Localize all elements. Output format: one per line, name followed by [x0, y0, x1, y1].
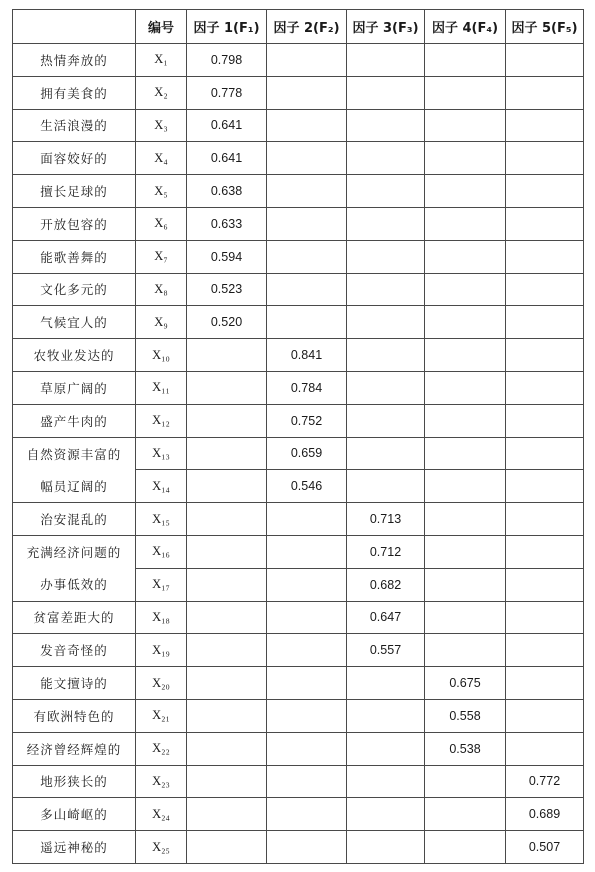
- loading-f2: [267, 732, 347, 765]
- table-row: [13, 470, 584, 503]
- loading-f1: [187, 470, 267, 503]
- loading-f3: [347, 404, 425, 437]
- loading-f5: [506, 371, 584, 404]
- loading-f1: [187, 437, 267, 470]
- table-row: [13, 568, 584, 601]
- loading-f1: 0.523: [187, 273, 267, 306]
- header-factor-1: 因子 1(F₁): [187, 10, 267, 44]
- attribute-label: 农牧业发达的: [13, 339, 136, 372]
- loading-f1: 0.638: [187, 175, 267, 208]
- attribute-label: 开放包容的: [13, 207, 136, 240]
- table-row: [13, 207, 584, 240]
- table-row: [13, 404, 584, 437]
- variable-code: X₂₃: [136, 765, 187, 798]
- variable-code: X₁₀: [136, 339, 187, 372]
- loading-f4: 0.675: [425, 667, 506, 700]
- table-row: [13, 175, 584, 208]
- variable-code: X₁₂: [136, 404, 187, 437]
- loading-f4: [425, 306, 506, 339]
- attribute-label: 气候宜人的: [13, 306, 136, 339]
- loading-f4: [425, 535, 506, 568]
- header-code: 编号: [136, 10, 187, 44]
- attribute-label: 有欧洲特色的: [13, 699, 136, 732]
- loading-f1: [187, 601, 267, 634]
- loading-f1: [187, 831, 267, 864]
- loading-f2: [267, 306, 347, 339]
- loading-f5: 0.772: [506, 765, 584, 798]
- loading-f1: 0.778: [187, 76, 267, 109]
- variable-code: X₁₁: [136, 371, 187, 404]
- loading-f5: [506, 470, 584, 503]
- loading-f5: [506, 667, 584, 700]
- attribute-label: 能文擅诗的: [13, 667, 136, 700]
- loading-f4: [425, 798, 506, 831]
- loading-f2: [267, 667, 347, 700]
- loading-f1: [187, 503, 267, 536]
- variable-code: X₂: [136, 76, 187, 109]
- loading-f1: 0.520: [187, 306, 267, 339]
- factor-loading-table: [12, 9, 584, 864]
- loading-f3: 0.557: [347, 634, 425, 667]
- table-row: [13, 339, 584, 372]
- attribute-label: 擅长足球的: [13, 175, 136, 208]
- loading-f5: [506, 437, 584, 470]
- table-row: [13, 732, 584, 765]
- variable-code: X₆: [136, 207, 187, 240]
- loading-f2: [267, 503, 347, 536]
- loading-f5: [506, 273, 584, 306]
- table-row: [13, 634, 584, 667]
- loading-f5: [506, 503, 584, 536]
- loading-f3: [347, 44, 425, 77]
- attribute-label: 生活浪漫的: [13, 109, 136, 142]
- attribute-label: 热情奔放的: [13, 44, 136, 77]
- loading-f4: [425, 765, 506, 798]
- loading-f4: 0.538: [425, 732, 506, 765]
- loading-f4: [425, 503, 506, 536]
- table-row: [13, 240, 584, 273]
- variable-code: X₃: [136, 109, 187, 142]
- loading-f2: 0.659: [267, 437, 347, 470]
- loading-f3: [347, 207, 425, 240]
- loading-f1: [187, 732, 267, 765]
- loading-f5: [506, 699, 584, 732]
- variable-code: X₁₈: [136, 601, 187, 634]
- variable-code: X₂₅: [136, 831, 187, 864]
- loading-f1: 0.594: [187, 240, 267, 273]
- variable-code: X₂₂: [136, 732, 187, 765]
- loading-f3: [347, 699, 425, 732]
- attribute-label: 地形狭长的: [13, 765, 136, 798]
- attribute-label: 治安混乱的: [13, 503, 136, 536]
- loading-f3: [347, 109, 425, 142]
- loading-f3: [347, 175, 425, 208]
- loading-f4: [425, 76, 506, 109]
- loading-f3: 0.647: [347, 601, 425, 634]
- attribute-label: 经济曾经辉煌的: [13, 732, 136, 765]
- attribute-label: 拥有美食的: [13, 76, 136, 109]
- loading-f1: [187, 568, 267, 601]
- loading-f2: [267, 798, 347, 831]
- loading-f1: [187, 765, 267, 798]
- variable-code: X₁₉: [136, 634, 187, 667]
- loading-f4: [425, 109, 506, 142]
- table-row: [13, 76, 584, 109]
- loading-f4: [425, 44, 506, 77]
- table-row: [13, 109, 584, 142]
- table-row: [13, 273, 584, 306]
- table-row: [13, 667, 584, 700]
- attribute-label: 遥远神秘的: [13, 831, 136, 864]
- loading-f5: [506, 76, 584, 109]
- attribute-label: 能歌善舞的: [13, 240, 136, 273]
- loading-f5: [506, 175, 584, 208]
- variable-code: X₇: [136, 240, 187, 273]
- attribute-label: 贫富差距大的: [13, 601, 136, 634]
- loading-f1: [187, 634, 267, 667]
- attribute-label: 幅员辽阔的: [13, 470, 136, 503]
- loading-f2: [267, 568, 347, 601]
- loading-f3: [347, 798, 425, 831]
- loading-f2: [267, 273, 347, 306]
- loading-f1: [187, 339, 267, 372]
- loading-f3: 0.713: [347, 503, 425, 536]
- loading-f4: [425, 634, 506, 667]
- loading-f3: [347, 306, 425, 339]
- loading-f5: [506, 240, 584, 273]
- loading-f2: [267, 76, 347, 109]
- variable-code: X₂₀: [136, 667, 187, 700]
- loading-f4: [425, 207, 506, 240]
- variable-code: X₁: [136, 44, 187, 77]
- header-factor-5: 因子 5(F₅): [506, 10, 584, 44]
- loading-f5: [506, 535, 584, 568]
- loading-f3: 0.682: [347, 568, 425, 601]
- loading-f1: 0.633: [187, 207, 267, 240]
- loading-f2: [267, 44, 347, 77]
- variable-code: X₁₃: [136, 437, 187, 470]
- table-row: [13, 535, 584, 568]
- header-factor-3: 因子 3(F₃): [347, 10, 425, 44]
- attribute-label: 面容姣好的: [13, 142, 136, 175]
- loading-f1: [187, 667, 267, 700]
- loading-f4: [425, 371, 506, 404]
- loading-f2: 0.841: [267, 339, 347, 372]
- attribute-label: 充满经济问题的: [13, 535, 136, 568]
- table-row: [13, 601, 584, 634]
- loading-f2: [267, 142, 347, 175]
- attribute-label: 自然资源丰富的: [13, 437, 136, 470]
- loading-f1: 0.798: [187, 44, 267, 77]
- loading-f3: [347, 142, 425, 175]
- loading-f5: [506, 44, 584, 77]
- loading-f3: [347, 76, 425, 109]
- table-row: [13, 503, 584, 536]
- loading-f4: [425, 568, 506, 601]
- variable-code: X₂₄: [136, 798, 187, 831]
- table-row: [13, 44, 584, 77]
- variable-code: X₁₇: [136, 568, 187, 601]
- table-row: [13, 798, 584, 831]
- table-row: [13, 831, 584, 864]
- loading-f5: [506, 634, 584, 667]
- loading-f4: [425, 142, 506, 175]
- variable-code: X₁₆: [136, 535, 187, 568]
- loading-f2: 0.784: [267, 371, 347, 404]
- loading-f1: 0.641: [187, 109, 267, 142]
- loading-f4: [425, 437, 506, 470]
- loading-f3: [347, 732, 425, 765]
- loading-f3: 0.712: [347, 535, 425, 568]
- loading-f2: [267, 765, 347, 798]
- loading-f4: [425, 404, 506, 437]
- loading-f2: [267, 535, 347, 568]
- table-row: [13, 765, 584, 798]
- loading-f2: [267, 240, 347, 273]
- variable-code: X₁₅: [136, 503, 187, 536]
- header-factor-2: 因子 2(F₂): [267, 10, 347, 44]
- loading-f2: 0.546: [267, 470, 347, 503]
- loading-f3: [347, 339, 425, 372]
- loading-f1: [187, 404, 267, 437]
- loading-f3: [347, 240, 425, 273]
- variable-code: X₅: [136, 175, 187, 208]
- loading-f4: [425, 470, 506, 503]
- loading-f1: [187, 699, 267, 732]
- table-row: [13, 371, 584, 404]
- loading-f5: [506, 732, 584, 765]
- loading-f4: [425, 175, 506, 208]
- attribute-label: 多山崎岖的: [13, 798, 136, 831]
- loading-f5: [506, 306, 584, 339]
- table-row: [13, 437, 584, 470]
- attribute-label: 发音奇怪的: [13, 634, 136, 667]
- loading-f5: [506, 109, 584, 142]
- loading-f2: [267, 699, 347, 732]
- loading-f2: 0.752: [267, 404, 347, 437]
- loading-f4: [425, 339, 506, 372]
- loading-f4: [425, 601, 506, 634]
- loading-f2: [267, 831, 347, 864]
- loading-f4: [425, 831, 506, 864]
- table-row: [13, 306, 584, 339]
- header-factor-4: 因子 4(F₄): [425, 10, 506, 44]
- loading-f4: 0.558: [425, 699, 506, 732]
- loading-f1: [187, 371, 267, 404]
- loading-f3: [347, 667, 425, 700]
- loading-f3: [347, 831, 425, 864]
- attribute-label: 办事低效的: [13, 568, 136, 601]
- loading-f5: [506, 142, 584, 175]
- table-row: [13, 699, 584, 732]
- loading-f5: 0.507: [506, 831, 584, 864]
- loading-f2: [267, 175, 347, 208]
- loading-f2: [267, 109, 347, 142]
- loading-f5: [506, 568, 584, 601]
- loading-f3: [347, 765, 425, 798]
- loading-f2: [267, 207, 347, 240]
- variable-code: X₈: [136, 273, 187, 306]
- loading-f5: [506, 207, 584, 240]
- header-blank: [13, 10, 136, 44]
- table-row: [13, 142, 584, 175]
- loading-f3: [347, 437, 425, 470]
- loading-f5: [506, 601, 584, 634]
- loading-f1: [187, 535, 267, 568]
- loading-f4: [425, 240, 506, 273]
- loading-f1: 0.641: [187, 142, 267, 175]
- loading-f3: [347, 371, 425, 404]
- attribute-label: 盛产牛肉的: [13, 404, 136, 437]
- loading-f1: [187, 798, 267, 831]
- loading-f3: [347, 273, 425, 306]
- loading-f4: [425, 273, 506, 306]
- loading-f2: [267, 634, 347, 667]
- attribute-label: 草原广阔的: [13, 371, 136, 404]
- loading-f2: [267, 601, 347, 634]
- loading-f5: 0.689: [506, 798, 584, 831]
- loading-f3: [347, 470, 425, 503]
- loading-f5: [506, 404, 584, 437]
- loading-f5: [506, 339, 584, 372]
- variable-code: X₁₄: [136, 470, 187, 503]
- variable-code: X₂₁: [136, 699, 187, 732]
- variable-code: X₉: [136, 306, 187, 339]
- attribute-label: 文化多元的: [13, 273, 136, 306]
- variable-code: X₄: [136, 142, 187, 175]
- header-row: [13, 10, 584, 44]
